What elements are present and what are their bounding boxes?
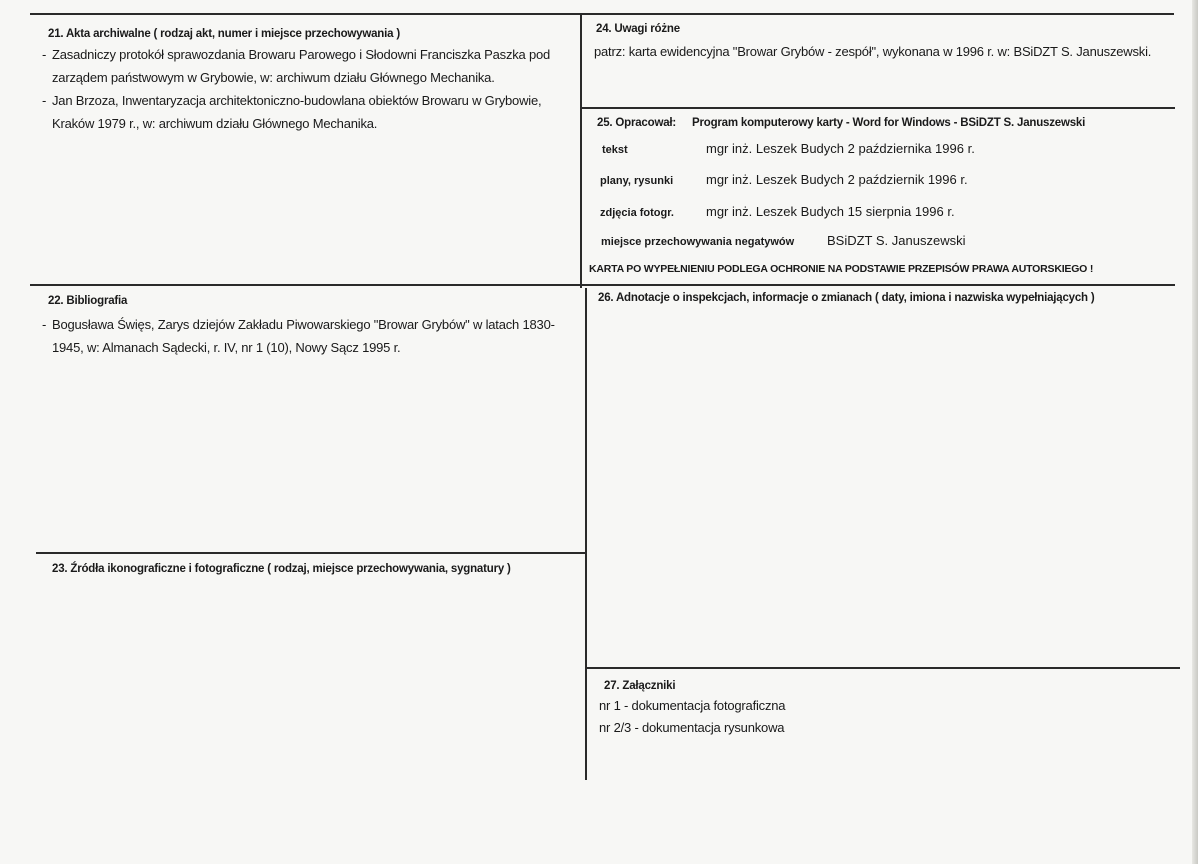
section-22-list (42, 313, 562, 359)
top-border (30, 13, 1174, 15)
section-23-title: 23. Źródła ikonograficzne i fotograficzne ( rodzaj, miejsce przechowywania, sygnatury ) (52, 563, 511, 575)
list-item-text: Jan Brzoza, Inwentaryzacja architektoniczno-budowlana obiektów Browaru w Grybowie, Kraków 1979 r., w: archiwum działu Głównego Mechanika. (52, 93, 542, 131)
negatives-label: miejsce przechowywania negatywów (601, 236, 795, 248)
attachment-item: nr 2/3 - dokumentacja rysunkowa (599, 720, 785, 735)
list-item-text: Zasadniczy protokół sprawozdania Browaru Parowego i Słodowni Franciszka Paszka pod zarządem państwowym w Grybowie, w: archiwum działu Głównego Mechanika. (52, 47, 551, 85)
negatives-row (601, 233, 965, 248)
list-item: - Bogusława Święs, Zarys dziejów Zakładu Piwowarskiego "Browar Grybów" w latach 1830-1945, w: Almanach Sądecki, r. IV, nr 1 (10), Nowy Sącz 1995 r. (42, 317, 555, 355)
author-row-label: plany, rysunki (600, 175, 674, 187)
section-27-list (599, 695, 1159, 739)
divider-22-23 (36, 552, 586, 554)
attachment-item: nr 1 - dokumentacja fotograficzna (599, 698, 786, 713)
author-row-label: zdjęcia fotogr. (600, 207, 674, 219)
author-row-drawings (600, 172, 968, 187)
section-21-title: 21. Akta archiwalne ( rodzaj akt, numer i miejsce przechowywania ) (48, 28, 400, 40)
list-item: - Jan Brzoza, Inwentaryzacja architektoniczno-budowlana obiektów Browaru w Grybowie, Kraków 1979 r., w: archiwum działu Głównego Mechanika. (42, 93, 542, 131)
author-row-photos (600, 204, 955, 219)
copyright-warning: KARTA PO WYPEŁNIENIU PODLEGA OCHRONIE NA PODSTAWIE PRZEPISÓW PRAWA AUTORSKIEGO ! (589, 263, 1094, 275)
center-divider-lower (585, 288, 587, 780)
section-21-list (42, 43, 562, 135)
author-row-value: mgr inż. Leszek Budych 2 października 1996 r. (706, 141, 975, 156)
section-22-title: 22. Bibliografia (48, 295, 128, 307)
list-item-text: Bogusława Święs, Zarys dziejów Zakładu Piwowarskiego "Browar Grybów" w latach 1830-1945, w: Almanach Sądecki, r. IV, nr 1 (10), Nowy Sącz 1995 r. (52, 317, 555, 355)
author-row-label: tekst (602, 144, 628, 156)
section-25-title: 25. Opracował: (597, 117, 677, 129)
section-25-program: Program komputerowy karty - Word for Windows - BSiDZT S. Januszewski (692, 117, 1086, 129)
card-edge (1192, 0, 1198, 864)
section-26-title: 26. Adnotacje o inspekcjach, informacje o zmianach ( daty, imiona i nazwiska wypełniających ) (598, 292, 1095, 304)
author-row-value: mgr inż. Leszek Budych 2 październik 1996 r. (706, 172, 968, 187)
list-item: - Zasadniczy protokół sprawozdania Browaru Parowego i Słodowni Franciszka Paszka pod zarządem państwowym w Grybowie, w: archiwum działu Głównego Mechanika. (42, 47, 551, 85)
author-row-text (602, 141, 975, 156)
section-24-text: patrz: karta ewidencyjna "Browar Grybów - zespół", wykonana w 1996 r. w: BSiDZT S. Januszewski. (594, 44, 1152, 59)
section-27-title: 27. Załączniki (604, 680, 676, 692)
section-24-title: 24. Uwagi różne (596, 23, 680, 35)
divider-26-27 (586, 667, 1180, 669)
divider-25-26 (581, 284, 1175, 286)
negatives-value: BSiDZT S. Januszewski (827, 233, 966, 248)
center-divider (580, 13, 582, 288)
divider-21-22 (30, 284, 581, 286)
author-row-value: mgr inż. Leszek Budych 15 sierpnia 1996 r. (706, 204, 955, 219)
divider-24-25 (581, 107, 1175, 109)
